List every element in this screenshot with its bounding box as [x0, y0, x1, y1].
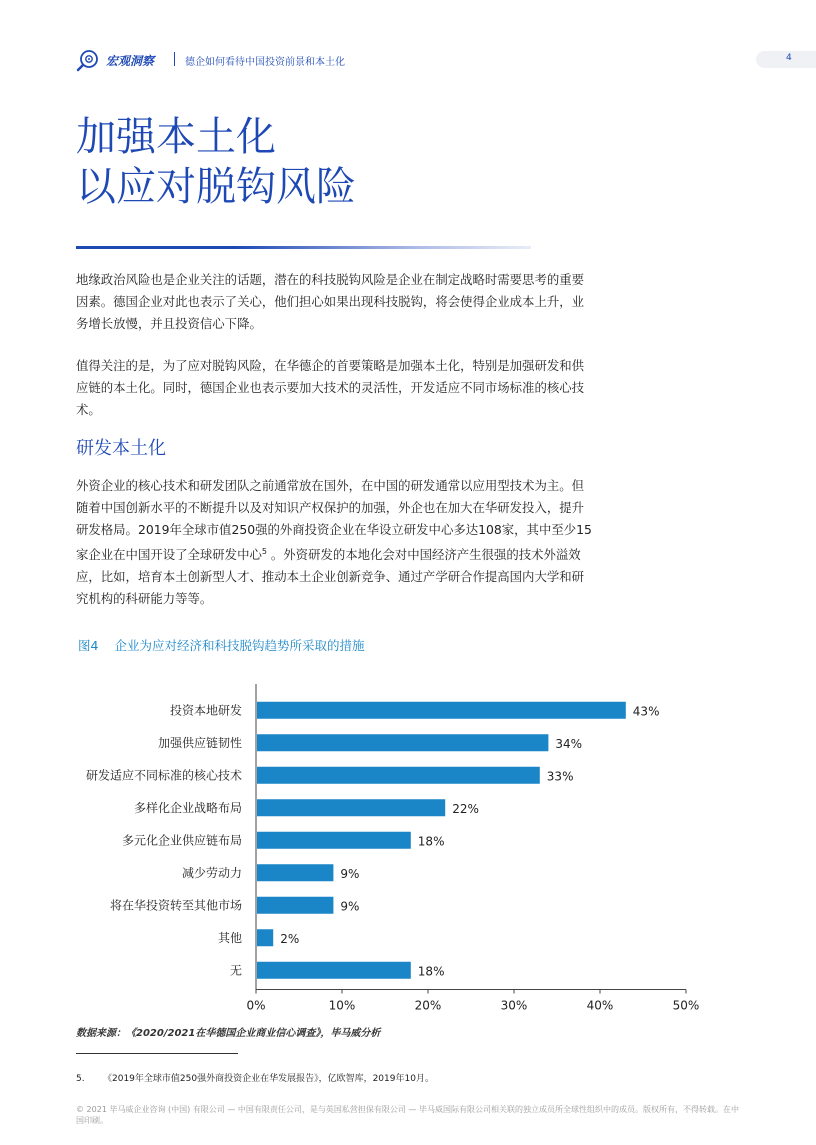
brand-name: 宏观洞察 — [106, 54, 155, 68]
page-title — [76, 112, 356, 212]
category-label: 将在华投资转至其他市场 — [109, 898, 242, 913]
bar — [257, 832, 411, 849]
paragraph-2: 值得关注的是，为了应对脱钩风险，在华德企的首要策略是加强本土化，特别是加强研发和供应链的本土化。同时，德国企业也表示要加大技术的灵活性，开发适应不同市场标准的核心技术。 — [76, 358, 585, 417]
category-label: 多元化企业供应链布局 — [121, 833, 242, 848]
footnote-divider — [76, 1053, 238, 1054]
magnifier-logo-icon — [76, 48, 102, 72]
bar — [257, 734, 548, 751]
category-label: 多样化企业战略布局 — [133, 800, 242, 815]
paragraph-3-text-cont: 。外资研发的本地化会对中国经济产生很强的技术外溢效应，比如，培育本土创新型人才、推动本土企业创新竞争、通过产学研合作提高国内大学和研究机构的科研能力等等。 — [76, 547, 585, 607]
section-heading: 研发本土化 — [76, 438, 166, 459]
value-label: 9% — [340, 899, 360, 914]
page-header — [76, 48, 816, 72]
bar — [257, 897, 333, 914]
report-subtitle: 德企如何看待中国投资前景和本土化 — [185, 57, 345, 68]
figure-number: 图4 — [78, 638, 99, 653]
category-label: 减少劳动力 — [181, 865, 242, 880]
footnote-ref: 5 — [261, 547, 267, 556]
title-underline — [76, 246, 531, 249]
value-label: 18% — [417, 834, 445, 849]
page-number: 4 — [786, 53, 792, 63]
footnote-number: 5. — [76, 1074, 85, 1084]
x-tick-label: 50% — [672, 998, 700, 1013]
header-separator — [174, 52, 175, 66]
x-tick-label: 20% — [414, 998, 442, 1013]
footnote-text: 《2019年全球市值250强外商投资企业在华发展报告》，亿欧智库，2019年10月。 — [103, 1074, 434, 1084]
value-label: 2% — [280, 931, 300, 946]
bar — [257, 767, 540, 784]
x-tick-label: 10% — [328, 998, 356, 1013]
category-label: 其他 — [217, 930, 242, 945]
value-label: 34% — [555, 736, 583, 751]
value-label: 9% — [340, 866, 360, 881]
category-label: 加强供应链韧性 — [157, 735, 242, 750]
bar — [257, 702, 626, 719]
bar — [257, 799, 445, 816]
value-label: 22% — [452, 801, 479, 816]
x-tick-label: 40% — [586, 998, 614, 1013]
category-label: 研发适应不同标准的核心技术 — [85, 768, 242, 783]
value-label: 43% — [632, 704, 660, 719]
paragraph-3-text: 外资企业的核心技术和研发团队之前通常放在国外，在中国的研发通常以应用型技术为主。但随着中国创新水平的不断提升以及对知识产权保护的加强，外企也在加大在华研发投入，提升研发格局。2019年全球市值250强的外商投资企业在华设立研发中心多达108家，其中至少15家企业在中国开设了全球研发中心 — [76, 478, 592, 563]
x-tick-label: 30% — [500, 998, 528, 1013]
data-source: 数据来源：《2020/2021在华德国企业商业信心调查》，毕马威分析 — [76, 1028, 381, 1039]
value-label: 18% — [417, 964, 445, 979]
title-line-2: 以应对脱钩风险 — [76, 164, 356, 210]
paragraph-1: 地缘政治风险也是企业关注的话题，潜在的科技脱钩风险是企业在制定战略时需要思考的重要因素。德国企业对此也表示了关心，他们担心如果出现科技脱钩，将会使得企业成本上升，业务增长放慢，并且投资信心下降。 — [76, 272, 585, 331]
x-tick-label: 0% — [246, 998, 266, 1013]
copyright-notice: © 2021 毕马威企业咨询 (中国) 有限公司 — 中国有限责任公司，是与英国私营担保有限公司 — 毕马威国际有限公司相关联的独立成员所全球性组织中的成员。版权所有，不得转载。在中国印刷。 — [76, 1105, 739, 1125]
title-line-1: 加强本土化 — [76, 114, 276, 160]
bar — [257, 864, 333, 881]
paragraph-3 — [76, 475, 596, 610]
value-label: 33% — [546, 769, 574, 784]
bar — [257, 962, 411, 979]
footnote — [76, 1071, 434, 1084]
category-label: 投资本地研发 — [169, 703, 242, 718]
bar-chart — [0, 676, 816, 1016]
figure-caption: 企业为应对经济和科技脱钩趋势所采取的措施 — [114, 638, 365, 653]
bar — [257, 929, 273, 946]
category-label: 无 — [229, 963, 242, 978]
figure-title — [78, 636, 364, 654]
